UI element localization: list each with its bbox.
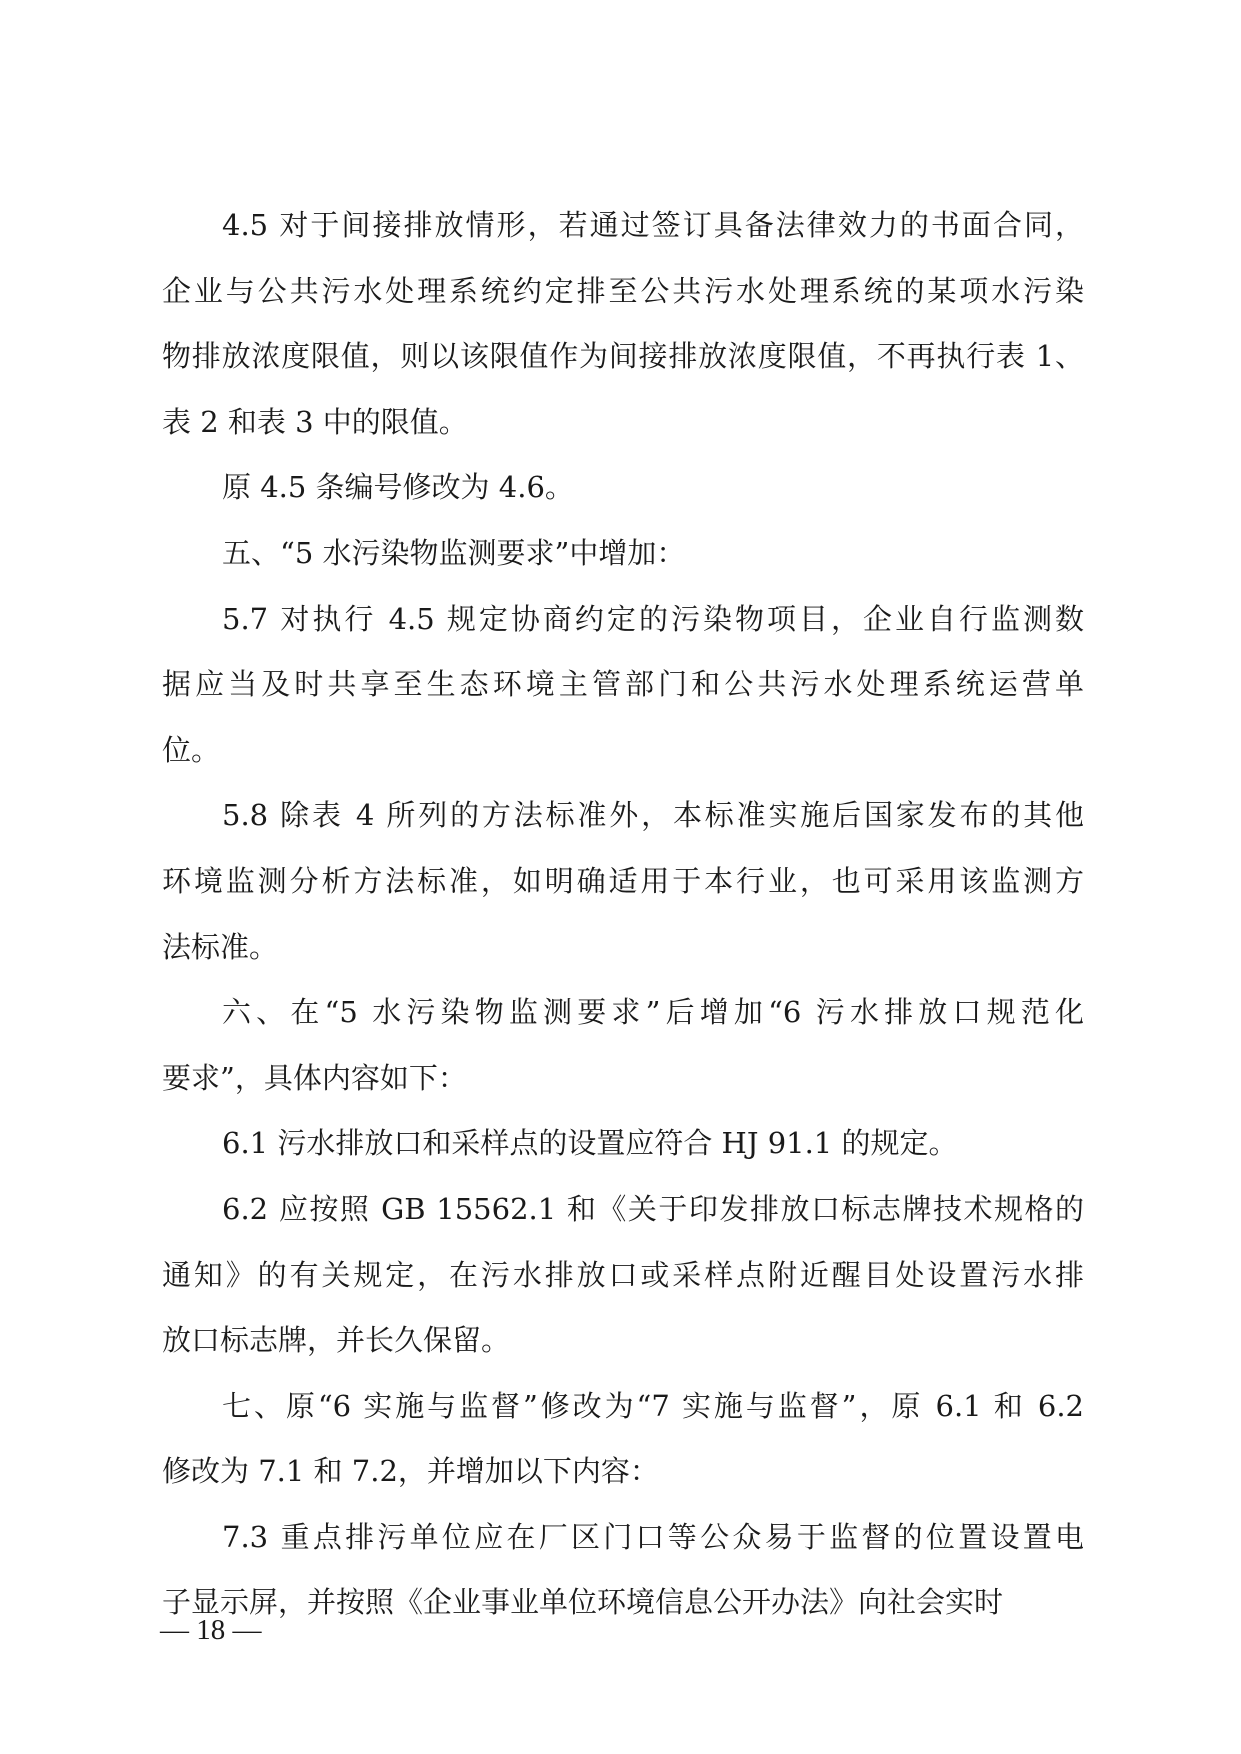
page-number: — 18 — bbox=[160, 1614, 262, 1646]
text-line: 修改为 7.1 和 7.2，并增加以下内容： bbox=[162, 1454, 659, 1489]
paragraph bbox=[162, 455, 1084, 521]
text-line: 子显示屏，并按照《企业事业单位环境信息公开办法》向社会实时 bbox=[162, 1585, 1004, 1620]
text-line: 七、原“6 实施与监督”修改为“7 实施与监督”，原 6.1 和 6.2 bbox=[222, 1388, 1084, 1423]
text-line: 法标准。 bbox=[162, 929, 279, 964]
text-line: 原 4.5 条编号修改为 4.6。 bbox=[222, 470, 574, 505]
text-line: 据应当及时共享至生态环境主管部门和公共污水处理系统运营单 bbox=[162, 667, 1084, 702]
text-line: 五、“5 水污染物监测要求”中增加： bbox=[222, 535, 686, 570]
text-line: 位。 bbox=[162, 732, 221, 767]
paragraph bbox=[162, 1505, 1084, 1636]
paragraph bbox=[162, 1177, 1084, 1374]
paragraph bbox=[162, 783, 1084, 980]
text-line: 表 2 和表 3 中的限值。 bbox=[162, 404, 468, 439]
text-line: 4.5 对于间接排放情形，若通过签订具备法律效力的书面合同， bbox=[222, 208, 1084, 242]
text-line: 通知》的有关规定，在污水排放口或采样点附近醒目处设置污水排 bbox=[162, 1257, 1084, 1292]
paragraph bbox=[162, 193, 1084, 455]
body-text bbox=[162, 193, 1084, 1636]
text-line: 六、在“5 水污染物监测要求”后增加“6 污水排放口规范化 bbox=[222, 995, 1084, 1030]
text-line: 5.8 除表 4 所列的方法标准外，本标准实施后国家发布的其他 bbox=[222, 798, 1084, 833]
paragraph bbox=[162, 1111, 1084, 1177]
paragraph bbox=[162, 587, 1084, 784]
text-line: 6.1 污水排放口和采样点的设置应符合 HJ 91.1 的规定。 bbox=[222, 1126, 958, 1161]
text-line: 6.2 应按照 GB 15562.1 和《关于印发排放口标志牌技术规格的 bbox=[222, 1191, 1084, 1226]
paragraph bbox=[162, 980, 1084, 1111]
text-line: 物排放浓度限值，则以该限值作为间接排放浓度限值，不再执行表 1、 bbox=[162, 339, 1084, 374]
text-line: 要求”，具体内容如下： bbox=[162, 1060, 467, 1095]
paragraph bbox=[162, 521, 1084, 587]
text-line: 7.3 重点排污单位应在厂区门口等公众易于监督的位置设置电 bbox=[222, 1519, 1084, 1554]
text-line: 环境监测分析方法标准，如明确适用于本行业，也可采用该监测方 bbox=[162, 863, 1084, 898]
text-line: 5.7 对执行 4.5 规定协商约定的污染物项目，企业自行监测数 bbox=[222, 601, 1084, 636]
paragraph bbox=[162, 1374, 1084, 1505]
text-line: 企业与公共污水处理系统约定排至公共污水处理系统的某项水污染 bbox=[162, 273, 1084, 308]
text-line: 放口标志牌，并长久保留。 bbox=[162, 1323, 511, 1358]
